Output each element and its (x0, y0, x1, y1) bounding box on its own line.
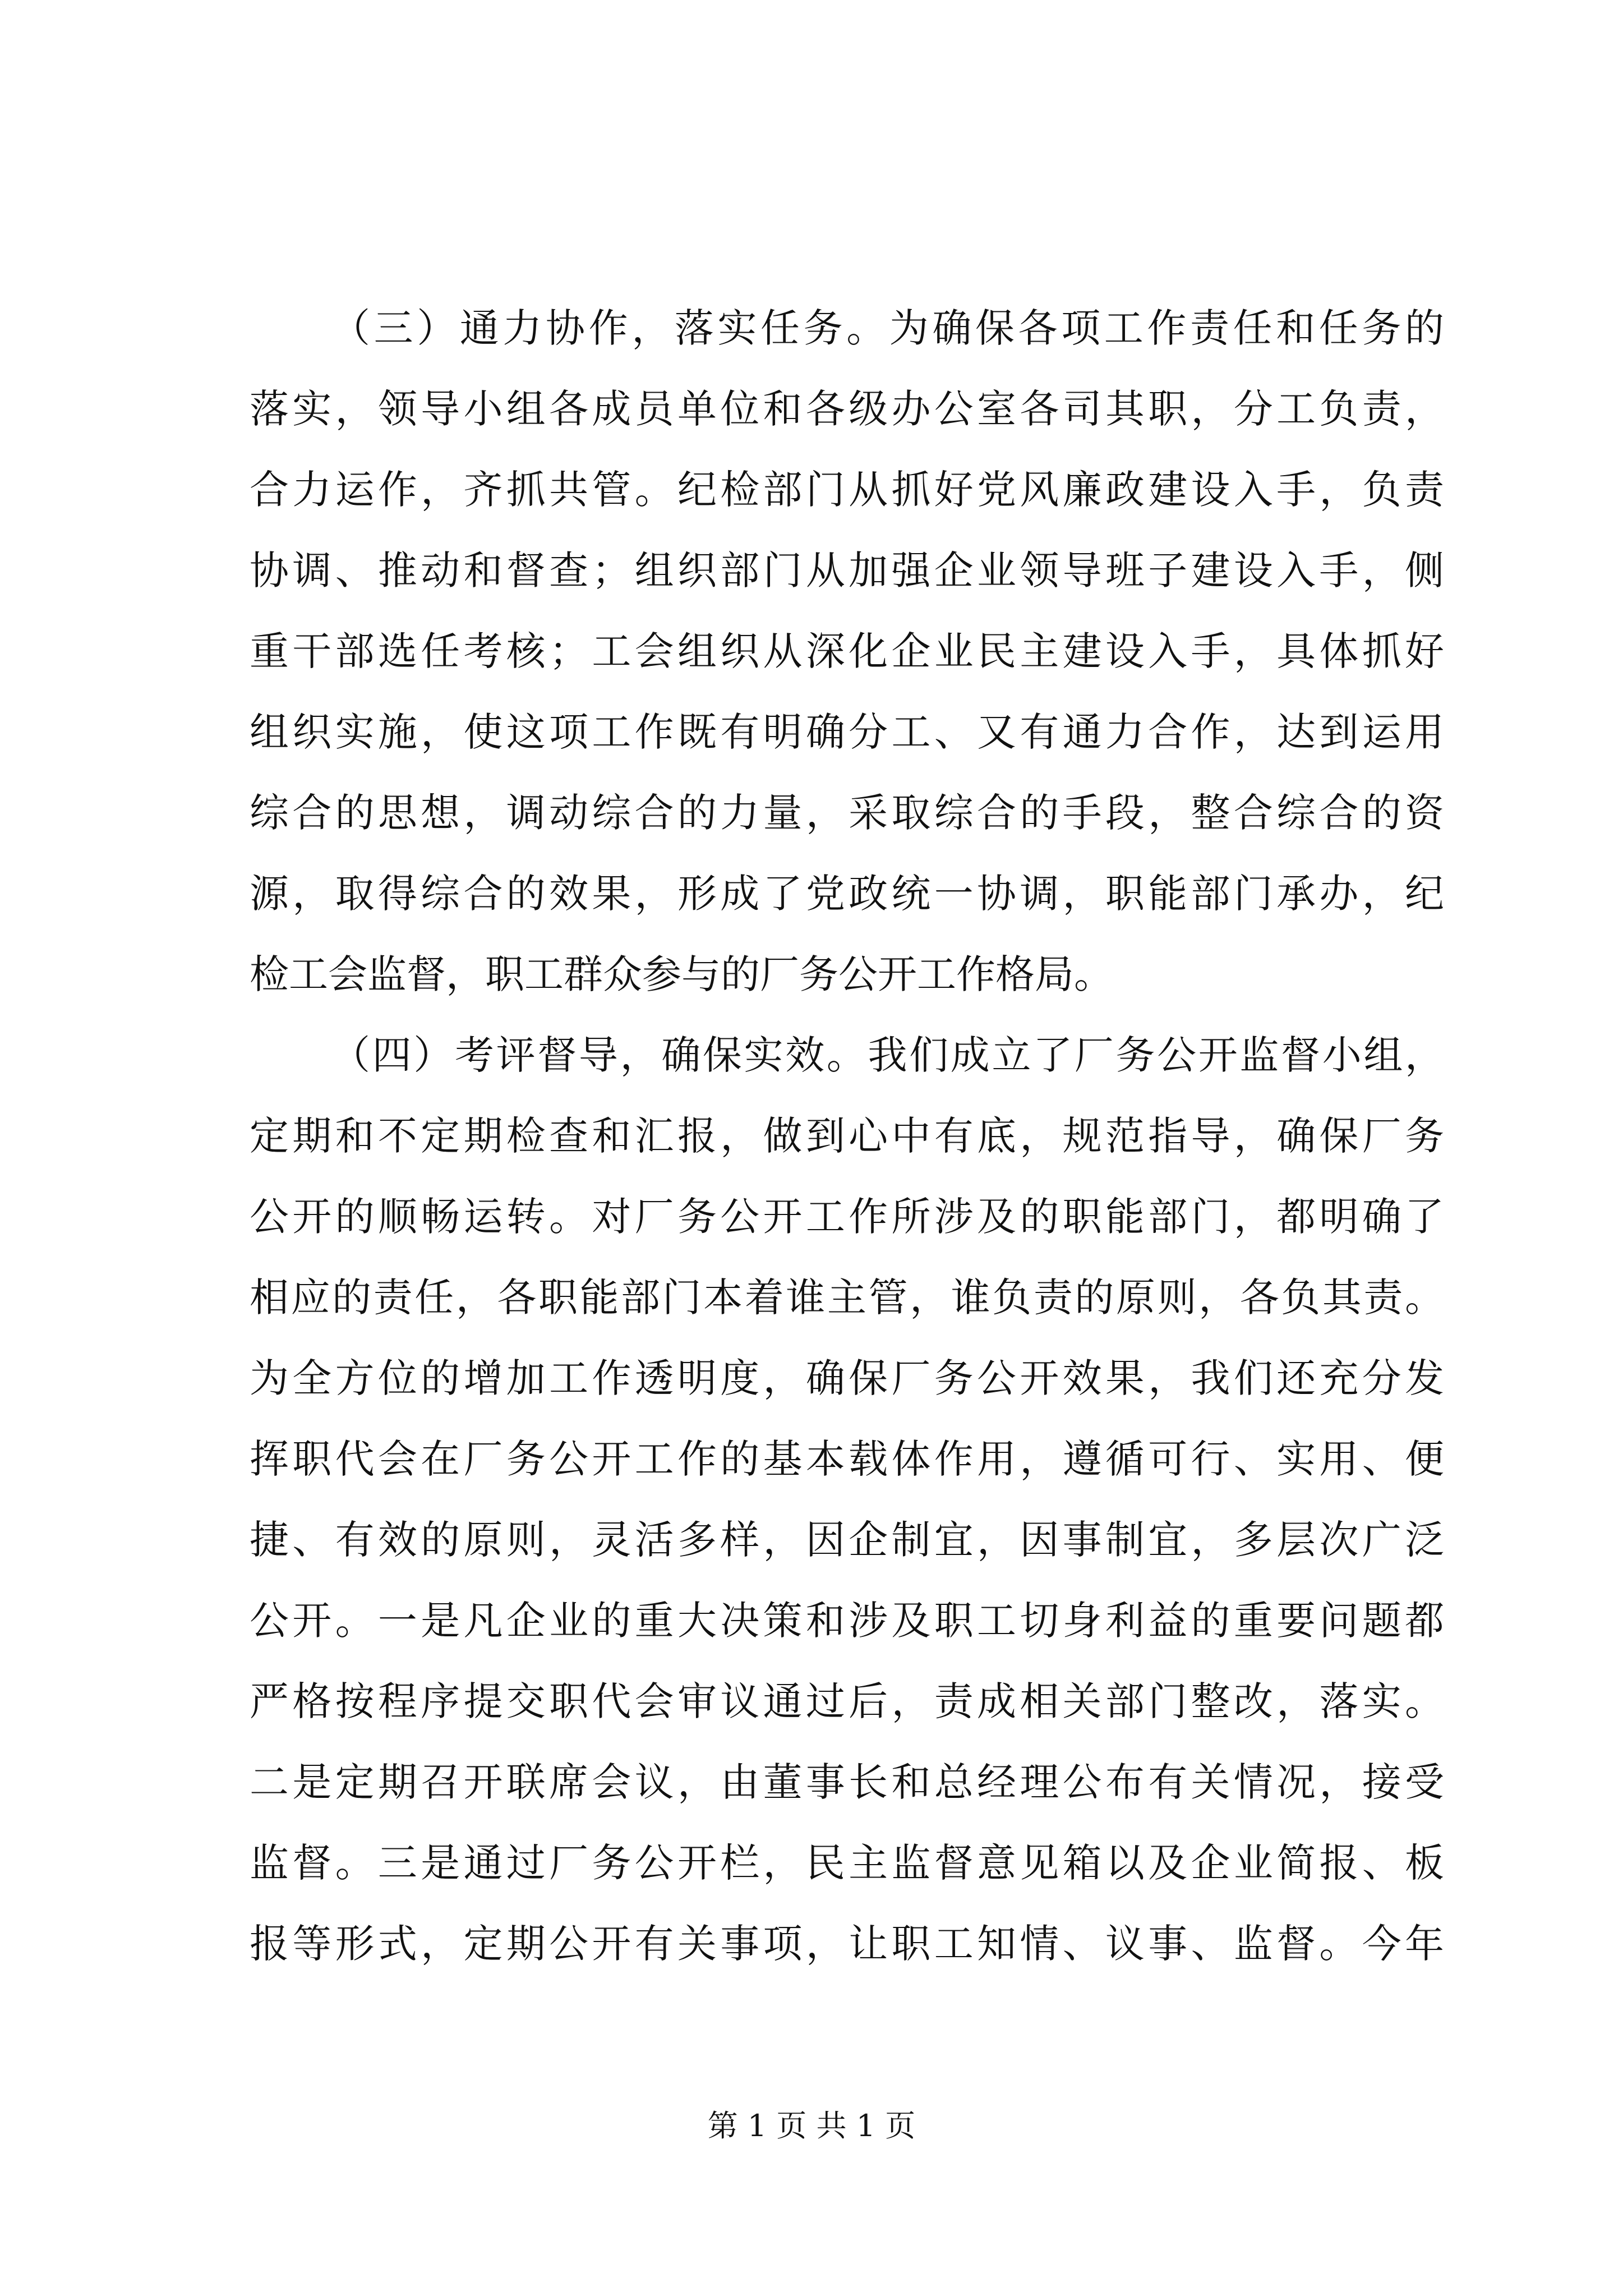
paragraph-4-line-8: 公开。一是凡企业的重大决策和涉及职工切身利益的重要问题都 (250, 1598, 1444, 1644)
paragraph-3-line-4: 协调、推动和督查；组织部门从加强企业领导班子建设入手，侧 (250, 547, 1444, 593)
paragraph-3-line-3: 合力运作，齐抓共管。纪检部门从抓好党风廉政建设入手，负责 (250, 467, 1444, 513)
paragraph-4-line-6: 挥职代会在厂务公开工作的基本载体作用，遵循可行、实用、便 (250, 1436, 1444, 1482)
paragraph-3-line-9: 检工会监督，职工群众参与的厂务公开工作格局。 (250, 951, 1113, 997)
paragraph-4-line-5: 为全方位的增加工作透明度，确保厂务公开效果，我们还充分发 (250, 1355, 1444, 1401)
paragraph-3-line-2: 落实，领导小组各成员单位和各级办公室各司其职，分工负责， (250, 386, 1444, 432)
paragraph-4-line-3: 公开的顺畅运转。对厂务公开工作所涉及的职能部门，都明确了 (250, 1194, 1444, 1240)
paragraph-4-line-9: 严格按程序提交职代会审议通过后，责成相关部门整改，落实。 (250, 1678, 1444, 1724)
paragraph-3-line-7: 综合的思想，调动综合的力量，采取综合的手段，整合综合的资 (250, 790, 1444, 836)
paragraph-4-line-4: 相应的责任，各职能部门本着谁主管，谁负责的原则，各负其责。 (250, 1274, 1444, 1320)
paragraph-3-line-8: 源，取得综合的效果，形成了党政统一协调，职能部门承办，纪 (250, 871, 1444, 917)
paragraph-4-line-1: （四）考评督导，确保实效。我们成立了厂务公开监督小组， (331, 1032, 1444, 1078)
page-number-footer: 第 1 页 共 1 页 (707, 2108, 916, 2143)
paragraph-3-line-6: 组织实施，使这项工作既有明确分工、又有通力合作，达到运用 (250, 709, 1444, 755)
paragraph-4-line-12: 报等形式，定期公开有关事项，让职工知情、议事、监督。今年 (250, 1921, 1444, 1967)
paragraph-4-line-2: 定期和不定期检查和汇报，做到心中有底，规范指导，确保厂务 (250, 1113, 1444, 1159)
paragraph-3-line-5: 重干部选任考核；工会组织从深化企业民主建设入手，具体抓好 (250, 628, 1444, 674)
paragraph-4-line-11: 监督。三是通过厂务公开栏，民主监督意见箱以及企业简报、板 (250, 1840, 1444, 1886)
paragraph-4-line-7: 捷、有效的原则，灵活多样，因企制宜，因事制宜，多层次广泛 (250, 1517, 1444, 1563)
paragraph-3-line-1: （三）通力协作，落实任务。为确保各项工作责任和任务的 (331, 305, 1444, 351)
paragraph-4-line-10: 二是定期召开联席会议，由董事长和总经理公布有关情况，接受 (250, 1759, 1444, 1805)
